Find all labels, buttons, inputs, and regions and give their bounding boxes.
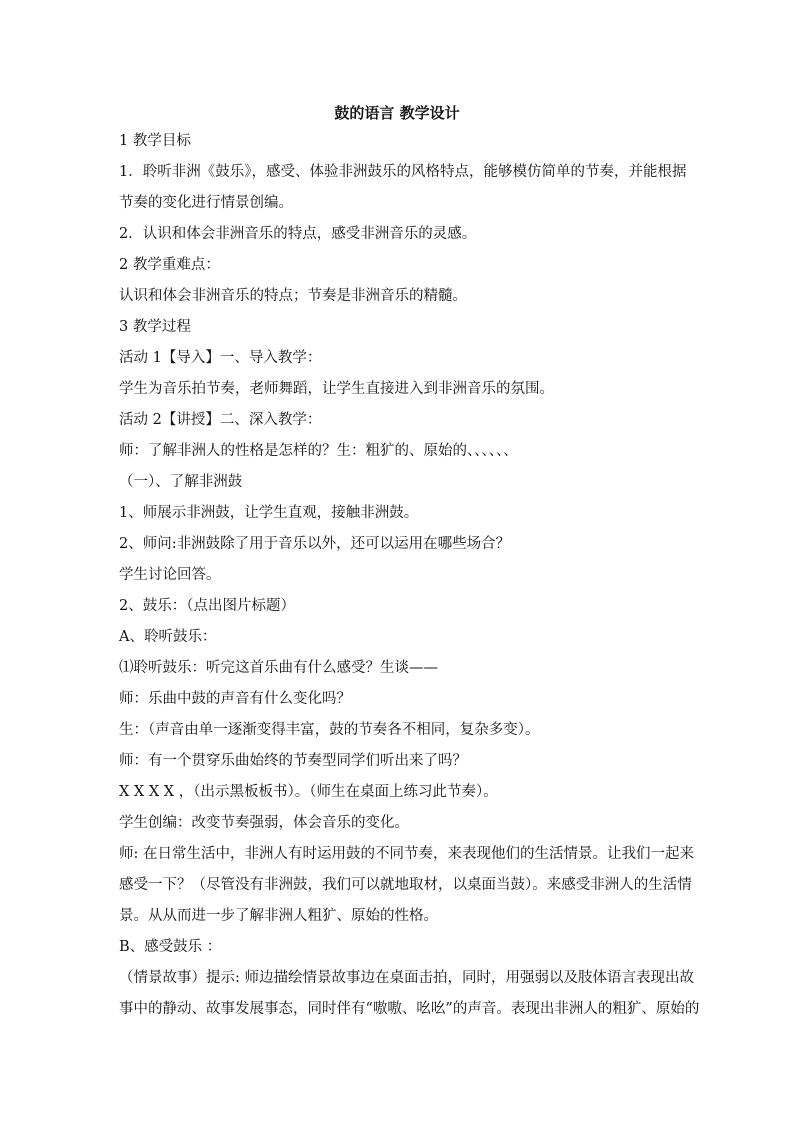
- text-line: 景。从从而进一步了解非洲人粗犷、原始的性格。: [119, 908, 438, 924]
- document-body: [119, 131, 700, 1030]
- text-line: 师：乐曲中鼓的声音有什么变化吗？: [119, 691, 351, 707]
- text-line: 1 教学目标: [119, 133, 191, 149]
- text-line: B、感受鼓乐 ：: [119, 939, 222, 955]
- text-line: 学生为音乐拍节奏，老师舞蹈，让学生直接进入到非洲音乐的氛围。: [119, 381, 554, 397]
- text-line: （情景故事）提示: 师边描绘情景故事边在桌面击拍，同时，用强弱以及肢体语言表现出故: [119, 970, 694, 986]
- text-line: 活动 1【导入】一、导入教学：: [119, 350, 322, 366]
- text-line: A、聆听鼓乐：: [119, 629, 217, 645]
- text-line: （一）、了解非洲鼓: [119, 474, 243, 490]
- text-line: 感受一下？（尽管没有非洲鼓，我们可以就地取材，以桌面当鼓）。来感受非洲人的生活情: [119, 877, 692, 893]
- text-line: 师：有一个贯穿乐曲始终的节奏型同学们听出来了吗？: [119, 753, 467, 769]
- text-line: X X X X ，（出示黑板板书）。（师生在桌面上练习此节奏）。: [119, 784, 498, 800]
- text-line: 2、师问:非洲鼓除了用于音乐以外，还可以运用在哪些场合？: [119, 536, 511, 552]
- document-title: 鼓的语言 教学设计: [334, 104, 460, 122]
- text-line: 1．聆听非洲《鼓乐》，感受、体验非洲鼓乐的风格特点，能够模仿简单的节奏，并能根据: [119, 164, 687, 180]
- text-line: 认识和体会非洲音乐的特点；节奏是非洲音乐的精髓。: [119, 288, 467, 304]
- text-line: 2．认识和体会非洲音乐的特点，感受非洲音乐的灵感。: [119, 226, 477, 242]
- text-line: 2、鼓乐：（点出图片标题）: [119, 598, 295, 614]
- text-line: 师：了解非洲人的性格是怎样的？生：粗犷的、原始的、、、、、、: [119, 443, 518, 459]
- text-line: ⑴聆听鼓乐：听完这首乐曲有什么感受？生谈——: [119, 660, 438, 676]
- text-line: 3 教学过程: [119, 319, 191, 335]
- text-line: 1、师展示非洲鼓，让学生直观，接触非洲鼓。: [119, 505, 419, 521]
- text-line: 学生创编：改变节奏强弱，体会音乐的变化。: [119, 815, 409, 831]
- text-line: 2 教学重难点：: [119, 257, 220, 273]
- text-line: 节奏的变化进行情景创编。: [119, 195, 293, 211]
- text-line: 师: 在日常生活中，非洲人有时运用鼓的不同节奏，来表现他们的生活情景。让我们一起来: [119, 846, 694, 862]
- text-line: 事中的静动、故事发展事态，同时伴有“嗷嗷、吆吆”的声音。表现出非洲人的粗犷、原始的: [119, 1001, 700, 1017]
- text-line: 活动 2【讲授】二、深入教学：: [119, 412, 322, 428]
- text-line: 生：（声音由单一逐渐变得丰富，鼓的节奏各不相同，复杂多变）。: [119, 722, 540, 738]
- text-line: 学生讨论回答。: [119, 567, 221, 583]
